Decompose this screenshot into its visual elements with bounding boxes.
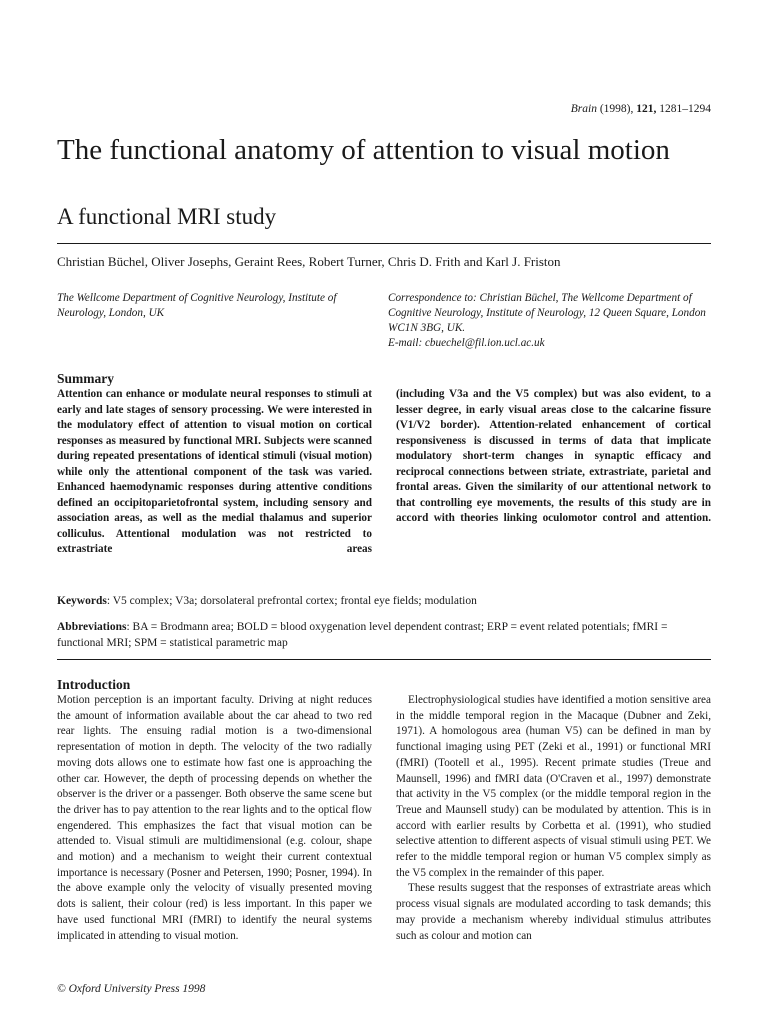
journal-reference (571, 103, 711, 115)
summary-column-1: Attention can enhance or modulate neural responses to stimuli at early and late stages of sensory processing. We were interested in the modulatory effect of attention to visual motion on cortical responses as measured by functional MRI. Subjects were scanned during repeated presentations of identical stimuli (visual motion) while only the attentional component of the task was varied. Enhanced haemodynamic responses during attentive conditions defined an occipitoparietofrontal system, including sensory and association areas, as well as the medial thalamus and superior colliculus. Attentional modulation was not restricted to extrastriate areas (57, 388, 372, 555)
summary-heading: Summary (57, 371, 114, 386)
title-divider (57, 243, 711, 244)
abbreviations-label: Abbreviations (57, 621, 127, 633)
correspondence-block (388, 291, 711, 351)
article-subtitle: A functional MRI study (57, 204, 277, 229)
affiliation: The Wellcome Department of Cognitive Neurology, Institute of Neurology, London, UK (57, 292, 337, 319)
journal-pages: 1281–1294 (659, 103, 711, 115)
journal-year: (1998), (599, 103, 634, 115)
introduction-column-1 (57, 693, 372, 944)
article-title: The functional anatomy of attention to visual motion (57, 134, 670, 166)
abstract-divider (57, 659, 711, 660)
keywords-label: Keywords (57, 595, 107, 607)
introduction-paragraph: Electrophysiological studies have identified a motion sensitive area in the middle temporal region in the Macaque (Dubner and Zeki, 1971). A homologous area (human V5) can be defined in man by functional imaging using PET (Zeki et al., 1991) or functional MRI (fMRI) (Tootell et al., 1995). Recent primate studies (Treue and Maunsell, 1996) and fMRI data (O'Craven et al., 1997) demonstrate that activity in the V5 complex (or the middle temporal region in the Treue and Maunsell study) can be modulated by attention. This is in accord with earlier results by Corbetta et al. (1991), who studied selective attention to different aspects of visual stimuli using PET. We refer to the middle temporal region or human V5 complex simply as the V5 complex in the remainder of this paper. (396, 694, 711, 879)
introduction-column-2 (396, 693, 711, 944)
introduction-paragraph: These results suggest that the responses of extrastriate areas which process visual signals are modulated according to task demands; this may provide a mechanism whereby individual stimulus attributes such as colour and motion can (396, 882, 711, 942)
correspondence-address: Correspondence to: Christian Büchel, The Wellcome Department of Cognitive Neurology, Institute of Neurology, 12 Queen Square, London WC1N 3BG, UK. (388, 292, 706, 334)
journal-name: Brain (570, 103, 597, 115)
keywords (57, 594, 711, 610)
abbreviations (57, 620, 711, 651)
introduction-paragraph: Motion perception is an important faculty. Driving at night reduces the amount of information available about the car ahead to two red rear lights. The ensuing radial motion is a two-dimensional representation of motion in depth. The velocity of the two radially moving dots allows one to estimate how fast one is approaching the other car. However, the depth of processing depends on whether the observer is the driver or a passenger. Both observe the same scene but the driver has to pay attention to the rear lights and to the optical flow engendered. This emphasizes the fact that visual motion can be attended to. Visual stimuli are multidimensional (e.g. colour, shape and motion) and a mechanism to weight their current contextual importance is necessary (Posner and Petersen, 1990; Posner, 1994). In the above example only the velocity of visually presented moving dots is salient, their colour (red) is less important. In this paper we have used functional MRI (fMRI) to identify the neural systems implicated in attending to visual motion. (57, 694, 372, 942)
introduction-heading: Introduction (57, 677, 131, 692)
summary-column-2: (including V3a and the V5 complex) but was also evident, to a lesser degree, in early visual areas close to the calcarine fissure (V1/V2 border). Attention-related enhancement of cortical responsiveness is discussed in terms of data that implicate modulatory short-term changes in synaptic efficacy and reciprocal connections between striate, extrastriate, parietal and frontal areas. Given the similarity of our attentional network to that controlling eye movements, the results of this study are in accord with theories linking oculomotor control and attention. (396, 388, 711, 524)
copyright-notice: © Oxford University Press 1998 (57, 983, 206, 995)
correspondence-email: E-mail: cbuechel@fil.ion.ucl.ac.uk (388, 337, 545, 349)
abbreviations-text: : BA = Brodmann area; BOLD = blood oxygenation level dependent contrast; ERP = event related potentials; fMRI = functional MRI; SPM = statistical parametric map (57, 621, 668, 649)
keywords-text: : V5 complex; V3a; dorsolateral prefrontal cortex; frontal eye fields; modulation (106, 595, 477, 607)
author-list: Christian Büchel, Oliver Josephs, Geraint Rees, Robert Turner, Chris D. Frith and Karl J. Friston (57, 254, 561, 269)
journal-volume: 121, (636, 103, 657, 115)
